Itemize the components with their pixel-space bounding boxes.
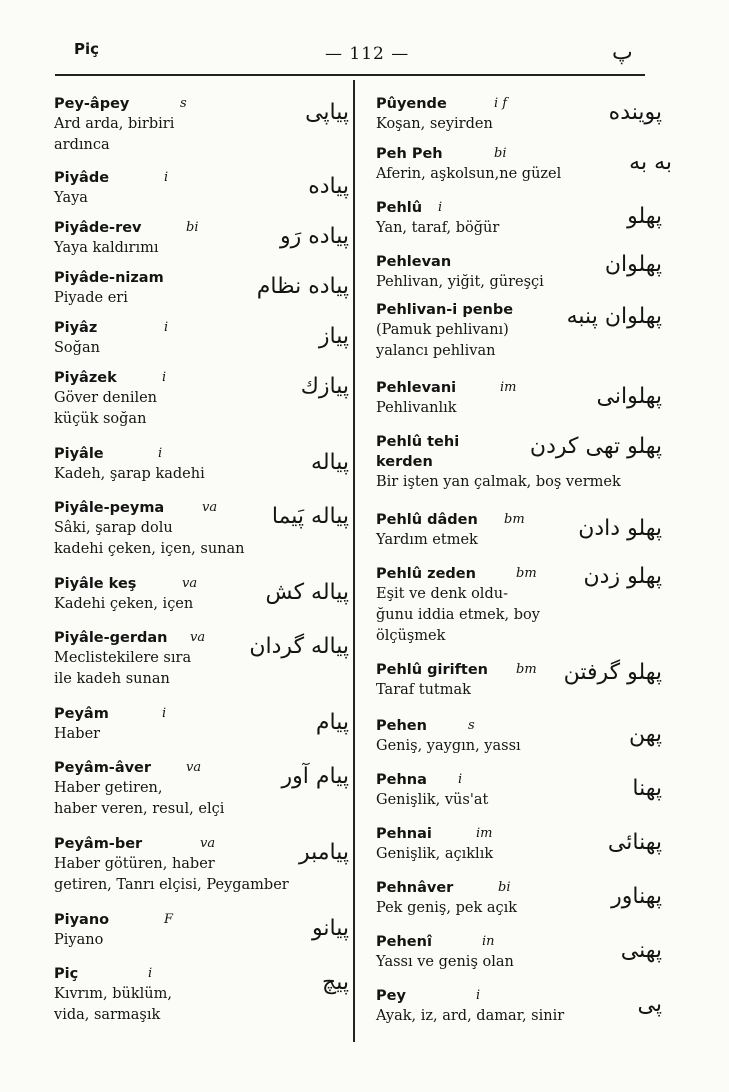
- headword: Pehlû zeden: [376, 566, 476, 582]
- headword: Peyâm-âver: [54, 760, 152, 776]
- dictionary-entry: [376, 878, 662, 919]
- arabic-script: پوينده: [608, 100, 662, 125]
- definition-line: Haber: [54, 726, 101, 742]
- dictionary-entry: [54, 574, 349, 615]
- arabic-script: پياله كش: [265, 580, 349, 605]
- arabic-script: پياز: [318, 324, 349, 349]
- column-divider: [353, 80, 355, 1042]
- definition-line: Kıvrım, büklüm,: [54, 986, 172, 1002]
- headword: Pûyende: [376, 96, 447, 112]
- definition-line: Bir işten yan çalmak, boş vermek: [376, 474, 621, 490]
- dictionary-entry: [376, 300, 662, 362]
- dictionary-entry: [54, 168, 349, 209]
- definition-line: Yardım etmek: [376, 532, 478, 548]
- running-head-word: Piç: [74, 40, 100, 58]
- definition-line: Piyade eri: [54, 290, 128, 306]
- dictionary-entry: [376, 716, 662, 757]
- headword: Piç: [54, 966, 79, 982]
- arabic-script: پهنا: [632, 776, 662, 801]
- dictionary-entry: [54, 218, 349, 259]
- grammar-tag: i: [476, 988, 481, 1003]
- dictionary-entry: [376, 432, 662, 493]
- definition-line: (Pamuk pehlivanı): [376, 322, 509, 338]
- dictionary-entry: [376, 824, 662, 865]
- dictionary-entry: [376, 932, 662, 973]
- dictionary-entry: [376, 770, 662, 811]
- arabic-script: پهنى: [620, 938, 662, 963]
- arabic-script: پيچ: [322, 970, 349, 995]
- page-header: [0, 0, 729, 80]
- dictionary-entry: [54, 318, 349, 359]
- arabic-script: پيازك: [300, 374, 349, 399]
- definition-line: Geniş, yaygın, yassı: [376, 738, 521, 754]
- grammar-tag: va: [200, 836, 216, 851]
- headword: Pehlû dâden: [376, 512, 478, 528]
- arabic-script: پهلوان پنبه: [566, 304, 662, 329]
- definition-line: Koşan, seyirden: [376, 116, 493, 132]
- arabic-script: پهلو دادن: [578, 516, 662, 541]
- arabic-script: پيانو: [312, 916, 349, 941]
- headword: Pehenî: [376, 934, 432, 950]
- definition-line: Taraf tutmak: [376, 682, 471, 698]
- headword: Peyâm: [54, 706, 109, 722]
- arabic-script: پهنائى: [607, 830, 662, 855]
- definition-line: Genişlik, vüs'at: [376, 792, 489, 808]
- arabic-script: پهلو زدن: [583, 564, 662, 589]
- definition-line: kadehi çeken, içen, sunan: [54, 541, 245, 557]
- arabic-script: پياپى: [305, 100, 349, 125]
- headword-continued: kerden: [376, 454, 433, 470]
- grammar-tag: s: [180, 96, 187, 111]
- definition-line: Soğan: [54, 340, 100, 356]
- headword: Pehlevan: [376, 254, 452, 270]
- grammar-tag: in: [482, 934, 495, 949]
- arabic-script: پهلو گرفتن: [563, 660, 662, 685]
- dictionary-entry: [376, 660, 662, 701]
- dictionary-entry: [376, 378, 662, 419]
- definition-line: Ayak, iz, ard, damar, sinir: [376, 1008, 565, 1024]
- definition-line: Yan, taraf, böğür: [376, 220, 500, 236]
- arabic-script: پهلو تهى كردن: [529, 434, 662, 459]
- grammar-tag: i: [158, 446, 163, 461]
- dictionary-entry: [54, 628, 349, 690]
- dictionary-entry: [54, 758, 349, 820]
- headword: Pehnai: [376, 826, 432, 842]
- arabic-script: پهلوان: [604, 252, 662, 277]
- headword: Piyâzek: [54, 370, 117, 386]
- definition-line: vida, sarmaşık: [54, 1007, 161, 1023]
- grammar-tag: i: [164, 320, 169, 335]
- headword: Piyâz: [54, 320, 98, 336]
- dictionary-entry: [376, 94, 662, 135]
- grammar-tag: bm: [516, 566, 537, 581]
- headword: Pehlû giriften: [376, 662, 488, 678]
- headword: Peyâm-ber: [54, 836, 143, 852]
- arabic-script: پى: [637, 992, 662, 1017]
- definition-line: haber veren, resul, elçi: [54, 801, 225, 817]
- grammar-tag: va: [186, 760, 202, 775]
- dictionary-entry: [54, 94, 349, 156]
- dictionary-entry: [54, 498, 349, 560]
- dictionary-entry: [376, 510, 662, 551]
- arabic-script: به به: [629, 150, 672, 175]
- definition-line: Kadeh, şarap kadehi: [54, 466, 205, 482]
- definition-line: Pek geniş, pek açık: [376, 900, 518, 916]
- definition-line: Eşit ve denk oldu-: [376, 586, 508, 602]
- grammar-tag: bm: [516, 662, 537, 677]
- grammar-tag: i: [162, 370, 167, 385]
- definition-line: Haber getiren,: [54, 780, 163, 796]
- definition-line: Yaya: [54, 190, 88, 206]
- arabic-script: پهناور: [611, 884, 662, 909]
- arabic-script: پهلو: [627, 204, 662, 229]
- grammar-tag: va: [182, 576, 198, 591]
- dictionary-entry: [54, 910, 349, 951]
- headword: Piyâle keş: [54, 576, 137, 592]
- arabic-script: پهلوانى: [596, 384, 662, 409]
- dictionary-entry: [54, 834, 349, 896]
- headword: Pehlevani: [376, 380, 457, 396]
- headword: Piyano: [54, 912, 110, 928]
- definition-line: Yassı ve geniş olan: [376, 954, 514, 970]
- arabic-script: پياله پَيما: [271, 504, 349, 529]
- headword: Piyâde: [54, 170, 110, 186]
- definition-line: ğunu iddia etmek, boy: [376, 607, 540, 623]
- definition-line: Kadehi çeken, içen: [54, 596, 194, 612]
- headword: Pehlû tehi: [376, 434, 460, 450]
- headword: Piyâle-peyma: [54, 500, 165, 516]
- dictionary-entry: [54, 368, 349, 430]
- definition-line: yalancı pehlivan: [376, 343, 496, 359]
- headword: Pehen: [376, 718, 427, 734]
- definition-line: Piyano: [54, 932, 104, 948]
- grammar-tag: bi: [498, 880, 511, 895]
- definition-line: Göver denilen: [54, 390, 158, 406]
- headword: Peh Peh: [376, 146, 443, 162]
- definition-line: Sâki, şarap dolu: [54, 520, 173, 536]
- headword: Pehna: [376, 772, 427, 788]
- dictionary-entry: [376, 986, 662, 1027]
- headword: Piyâle: [54, 446, 104, 462]
- grammar-tag: va: [202, 500, 218, 515]
- running-head-letter: پ: [612, 40, 633, 65]
- arabic-script: پياده رَو: [279, 224, 349, 249]
- definition-line: Haber götüren, haber: [54, 856, 215, 872]
- arabic-script: پياده: [308, 174, 349, 199]
- headword: Piyâle-gerdan: [54, 630, 168, 646]
- arabic-script: پيام: [315, 710, 349, 735]
- definition-line: Pehlivanlık: [376, 400, 457, 416]
- arabic-script: پياده نظام: [256, 274, 349, 299]
- grammar-tag: i: [162, 706, 167, 721]
- dictionary-entry: [376, 252, 662, 293]
- grammar-tag: bm: [504, 512, 525, 527]
- definition-line: Aferin, aşkolsun,ne güzel: [376, 166, 562, 182]
- grammar-tag: i: [458, 772, 463, 787]
- arabic-script: پيامبر: [298, 840, 349, 865]
- headword: Piyâde-rev: [54, 220, 142, 236]
- definition-line: Ard arda, birbiri: [54, 116, 175, 132]
- grammar-tag: im: [476, 826, 493, 841]
- dictionary-entry: [54, 444, 349, 485]
- dictionary-entry: [376, 144, 672, 185]
- definition-line: Genişlik, açıklık: [376, 846, 494, 862]
- definition-line: Meclistekilere sıra: [54, 650, 192, 666]
- grammar-tag: i f: [494, 96, 508, 111]
- grammar-tag: s: [468, 718, 475, 733]
- dictionary-entry: [54, 964, 349, 1026]
- arabic-script: پهن: [628, 722, 662, 747]
- page-number: — 112 —: [325, 44, 410, 64]
- grammar-tag: F: [164, 912, 174, 927]
- definition-line: Yaya kaldırımı: [54, 240, 159, 256]
- arabic-script: پياله: [311, 450, 349, 475]
- grammar-tag: va: [190, 630, 206, 645]
- headword: Pey-âpey: [54, 96, 130, 112]
- arabic-script: پيام آور: [281, 764, 349, 789]
- definition-line: Pehlivan, yiğit, güreşçi: [376, 274, 544, 290]
- grammar-tag: im: [500, 380, 517, 395]
- headword: Pey: [376, 988, 406, 1004]
- definition-line: ölçüşmek: [376, 628, 446, 644]
- dictionary-entry: [54, 704, 349, 745]
- definition-line: getiren, Tanrı elçisi, Peygamber: [54, 877, 289, 893]
- dictionary-entry: [376, 198, 662, 239]
- headword: Piyâde-nizam: [54, 270, 164, 286]
- grammar-tag: i: [148, 966, 153, 981]
- definition-line: küçük soğan: [54, 411, 147, 427]
- grammar-tag: bi: [494, 146, 507, 161]
- dictionary-entry: [376, 564, 662, 647]
- headword: Pehlivan-i penbe: [376, 302, 514, 318]
- arabic-script: پياله گردان: [249, 634, 349, 659]
- grammar-tag: i: [164, 170, 169, 185]
- dictionary-entry: [54, 268, 349, 309]
- grammar-tag: bi: [186, 220, 199, 235]
- definition-line: ardınca: [54, 137, 110, 153]
- headword: Pehnâver: [376, 880, 454, 896]
- header-rule: [55, 74, 645, 76]
- definition-line: ile kadeh sunan: [54, 671, 170, 687]
- grammar-tag: i: [438, 200, 443, 215]
- headword: Pehlû: [376, 200, 423, 216]
